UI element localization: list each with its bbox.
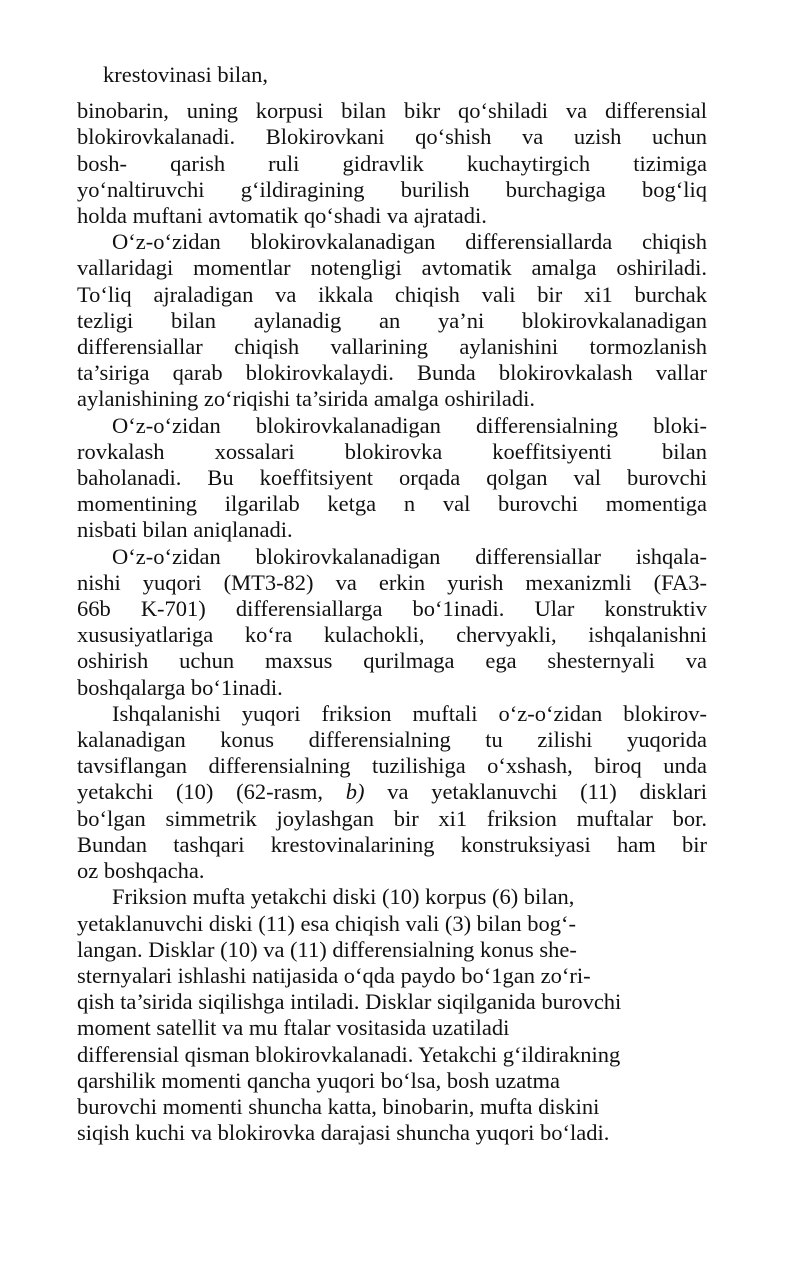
text-line: sternyalari ishlashi natijasida o‘qda paydo bo‘1gan zo‘ri- [77, 962, 591, 988]
text-line: yetaklanuvchi diski (11) esa chiqish vali (3) bilan bog‘- [77, 910, 577, 936]
paragraph-2 [77, 229, 707, 412]
text-line: binobarin, uning korpusi bilan bikr qo‘shiladi va differensial [77, 98, 707, 124]
text-line: vallaridagi momentlar notengligi avtomatik amalga oshiriladi. [77, 255, 707, 281]
header-fragment: krestovinasi bilan, [103, 62, 268, 87]
paragraph-6 [77, 884, 707, 1146]
text-line: qish ta’sirida siqilishga intiladi. Disklar siqilganida burovchi [77, 989, 622, 1015]
text-line: langan. Disklar (10) va (11) differensialning konus she- [77, 936, 577, 962]
text-line: O‘z-o‘zidan blokirovkalanadigan differensiallarda chiqish [112, 229, 707, 255]
text-line: burovchi momenti shuncha katta, binobarin, mufta diskini [77, 1093, 600, 1119]
paragraph-4 [77, 544, 707, 701]
text-line: baholanadi. Bu koeffitsiyent orqada qolgan val burovchi [77, 465, 707, 491]
text-line: differensiallar chiqish vallarining aylanishini tormozlanish [77, 334, 707, 360]
text-line: xususiyatlariga ko‘ra kulachokli, chervyakli, ishqalanishni [77, 622, 707, 648]
text-line: bo‘lgan simmetrik joylashgan bir xi1 friksion muftalar bor. [77, 805, 707, 831]
document-page [77, 62, 707, 1146]
text-line: tezligi bilan aylanadig an ya’ni blokirovkalanadigan [77, 307, 707, 333]
text-line: Bundan tashqari krestovinalarining konstruksiyasi ham bir [77, 831, 707, 857]
text-line: kalanadigan konus differensialning tu zilishi yuqorida [77, 727, 707, 753]
paragraph-3 [77, 413, 707, 544]
text-line: O‘z-o‘zidan blokirovkalanadigan differensiallar ishqala- [112, 543, 707, 569]
text-line: differensial qisman blokirovkalanadi. Yetakchi g‘ildirakning [77, 1041, 621, 1067]
text-line: 66b K-701) differensiallarga bo‘1inadi. Ular konstruktiv [77, 596, 707, 622]
paragraph-5 [77, 701, 707, 884]
text-line: oz boshqacha. [77, 858, 205, 884]
text-line: momentining ilgarilab ketga n val burovchi momentiga [77, 491, 707, 517]
figure-subref: b) [345, 779, 365, 805]
text-line: yo‘naltiruvchi g‘ildiragining burilish burchagiga bog‘liq [77, 176, 707, 202]
text-line: holda muftani avtomatik qo‘shadi va ajratadi. [77, 203, 487, 229]
text-line: moment satellit va mu ftalar vositasida uzatiladi [77, 1015, 510, 1041]
text-line: Ishqalanishi yuqori friksion muftali o‘z-o‘zidan blokirov- [112, 700, 707, 726]
text-line: O‘z-o‘zidan blokirovkalanadigan differensialning bloki- [112, 412, 707, 438]
text-line: Friksion mufta yetakchi diski (10) korpus (6) bilan, [112, 884, 575, 910]
text-line: nishi yuqori (MT3-82) va erkin yurish mexanizmli (FA3- [77, 569, 707, 595]
text-line: rovkalash xossalari blokirovka koeffitsiyenti bilan [77, 438, 707, 464]
text-line: yetakchi (10) (62-rasm, b) va yetaklanuvchi (11) disklari [77, 779, 708, 805]
text-line: qarshilik momenti qancha yuqori bo‘lsa, bosh uzatma [77, 1067, 561, 1093]
text-line: siqish kuchi va blokirovka darajasi shuncha yuqori bo‘ladi. [77, 1120, 610, 1146]
text-line: oshirish uchun maxsus qurilmaga ega shesternyali va [77, 648, 707, 674]
text-line: bosh- qarish ruli gidravlik kuchaytirgich tizimiga [77, 150, 707, 176]
text-line: blokirovkalanadi. Blokirovkani qo‘shish va uzish uchun [77, 124, 707, 150]
text-line: aylanishining zo‘riqishi ta’sirida amalga oshiriladi. [77, 386, 536, 412]
text-line: nisbati bilan aniqlanadi. [77, 517, 293, 543]
paragraph-1 [77, 98, 707, 229]
text-line: To‘liq ajraladigan va ikkala chiqish vali bir xi1 burchak [77, 281, 707, 307]
text-line: boshqalarga bo‘1inadi. [77, 674, 283, 700]
text-line: tavsiflangan differensialning tuzilishiga o‘xshash, biroq unda [77, 753, 707, 779]
text-line: ta’siriga qarab blokirovkalaydi. Bunda blokirovkalash vallar [77, 360, 707, 386]
